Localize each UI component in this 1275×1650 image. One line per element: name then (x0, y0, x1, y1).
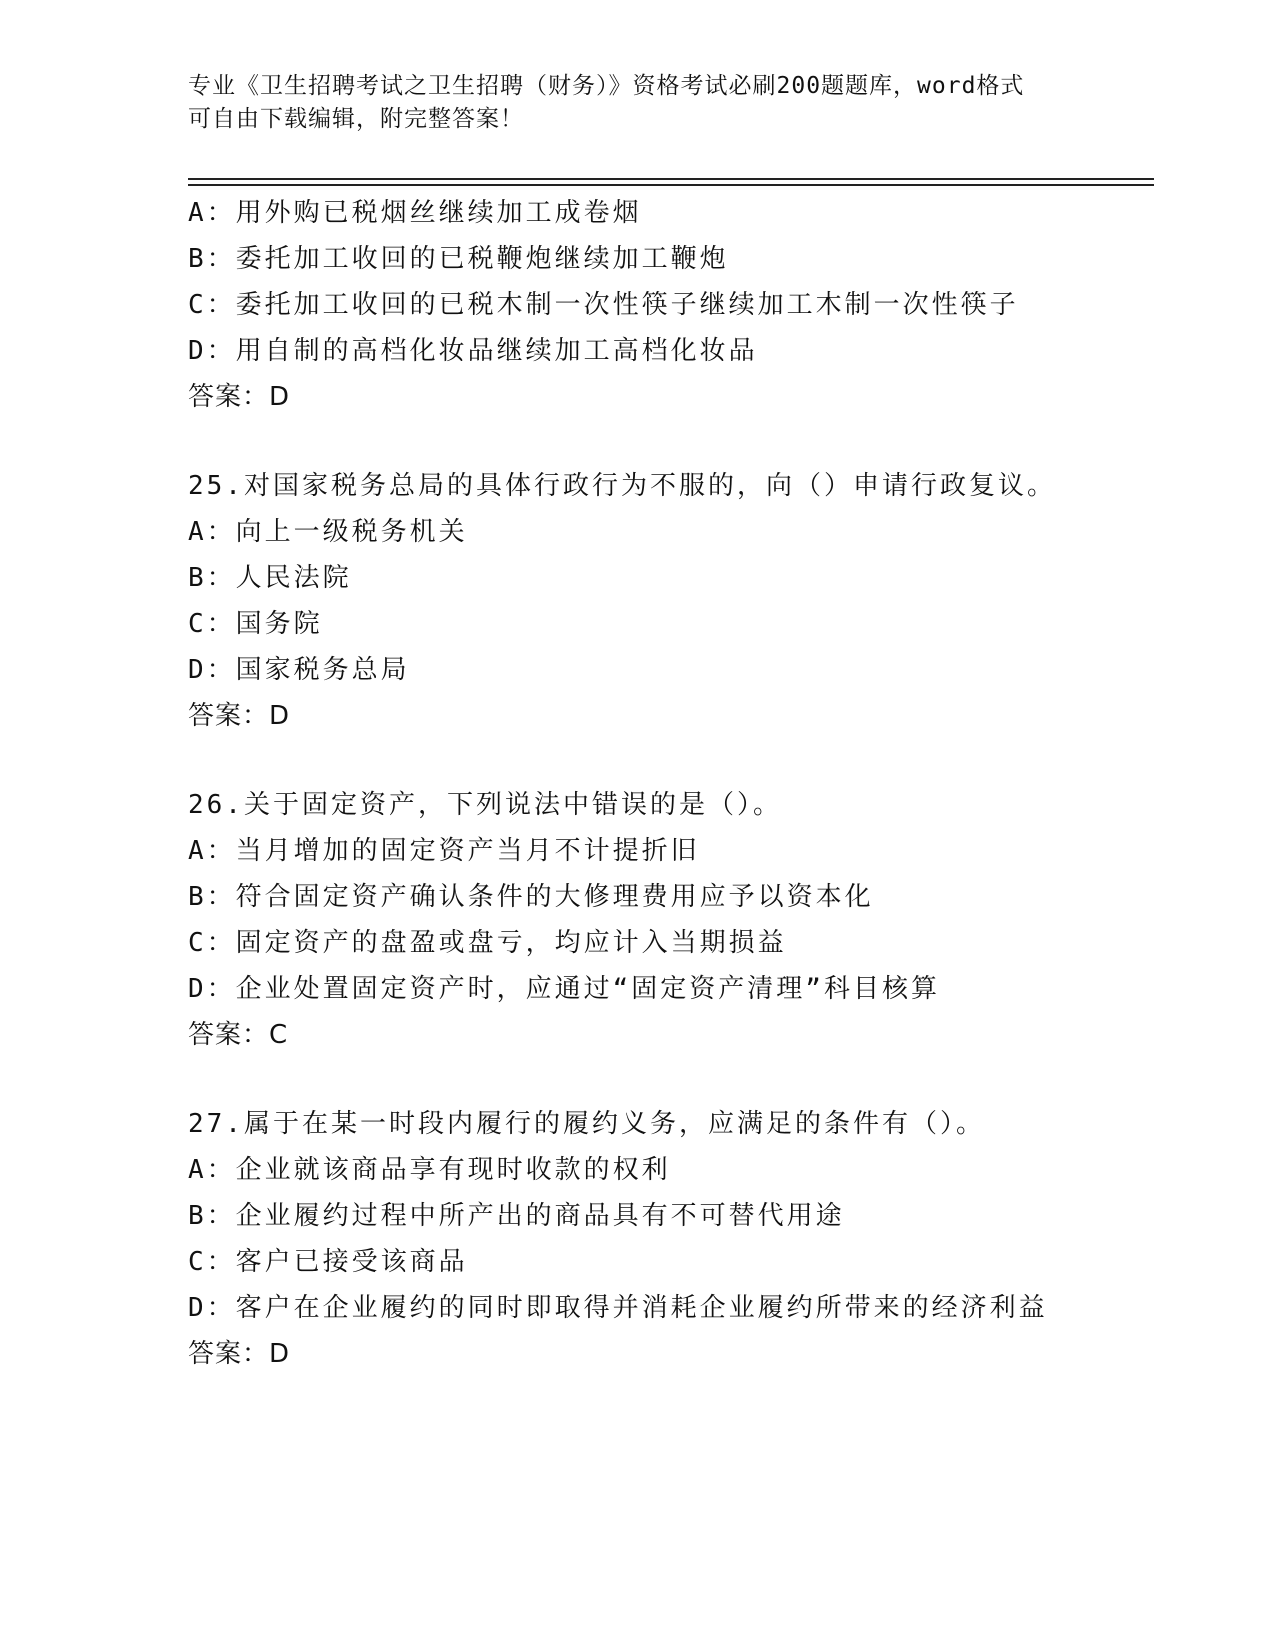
option-d: D：客户在企业履约的同时即取得并消耗企业履约所带来的经济利益 (188, 1293, 1048, 1323)
option-b: B：委托加工收回的已税鞭炮继续加工鞭炮 (188, 244, 729, 274)
document-header (188, 70, 1088, 136)
option-c: C：客户已接受该商品 (188, 1247, 468, 1277)
option-a: A：企业就该商品享有现时收款的权利 (188, 1155, 671, 1185)
option-b: B：人民法院 (188, 563, 352, 593)
header-divider-top (188, 178, 1154, 180)
option-b: B：企业履约过程中所产出的商品具有不可替代用途 (188, 1201, 845, 1231)
answer-line: 答案：D (188, 1339, 291, 1369)
option-d: D：用自制的高档化妆品继续加工高档化妆品 (188, 336, 758, 366)
answer-line: 答案：D (188, 701, 291, 731)
question-27 (188, 1101, 1188, 1377)
option-c: C：委托加工收回的已税木制一次性筷子继续加工木制一次性筷子 (188, 290, 1019, 320)
spacer (188, 1058, 1188, 1101)
option-a: A：当月增加的固定资产当月不计提折旧 (188, 836, 700, 866)
question-list (188, 190, 1188, 1377)
question-stem: 25.对国家税务总局的具体行政行为不服的，向（）申请行政复议。 (188, 471, 1056, 501)
option-c: C：固定资产的盘盈或盘亏，均应计入当期损益 (188, 928, 787, 958)
answer-line: 答案：D (188, 382, 291, 412)
option-d: D：国家税务总局 (188, 655, 410, 685)
header-title-line-1: 专业《卫生招聘考试之卫生招聘（财务）》资格考试必刷200题题库，word格式 (188, 73, 1025, 99)
header-title-line-2: 可自由下载编辑，附完整答案！ (188, 106, 524, 132)
question-stem: 27.属于在某一时段内履行的履约义务，应满足的条件有（）。 (188, 1109, 985, 1139)
option-c: C：国务院 (188, 609, 323, 639)
spacer (188, 739, 1188, 782)
option-a: A：用外购已税烟丝继续加工成卷烟 (188, 198, 642, 228)
option-b: B：符合固定资产确认条件的大修理费用应予以资本化 (188, 882, 874, 912)
spacer (188, 420, 1188, 463)
question-stem: 26.关于固定资产，下列说法中错误的是（）。 (188, 790, 782, 820)
option-a: A：向上一级税务机关 (188, 517, 468, 547)
option-d: D：企业处置固定资产时，应通过“固定资产清理”科目核算 (188, 974, 940, 1004)
question-26 (188, 782, 1188, 1058)
question-24-continued (188, 190, 1188, 420)
question-25 (188, 463, 1188, 739)
header-divider-bottom (188, 184, 1154, 186)
answer-line: 答案：C (188, 1020, 289, 1050)
